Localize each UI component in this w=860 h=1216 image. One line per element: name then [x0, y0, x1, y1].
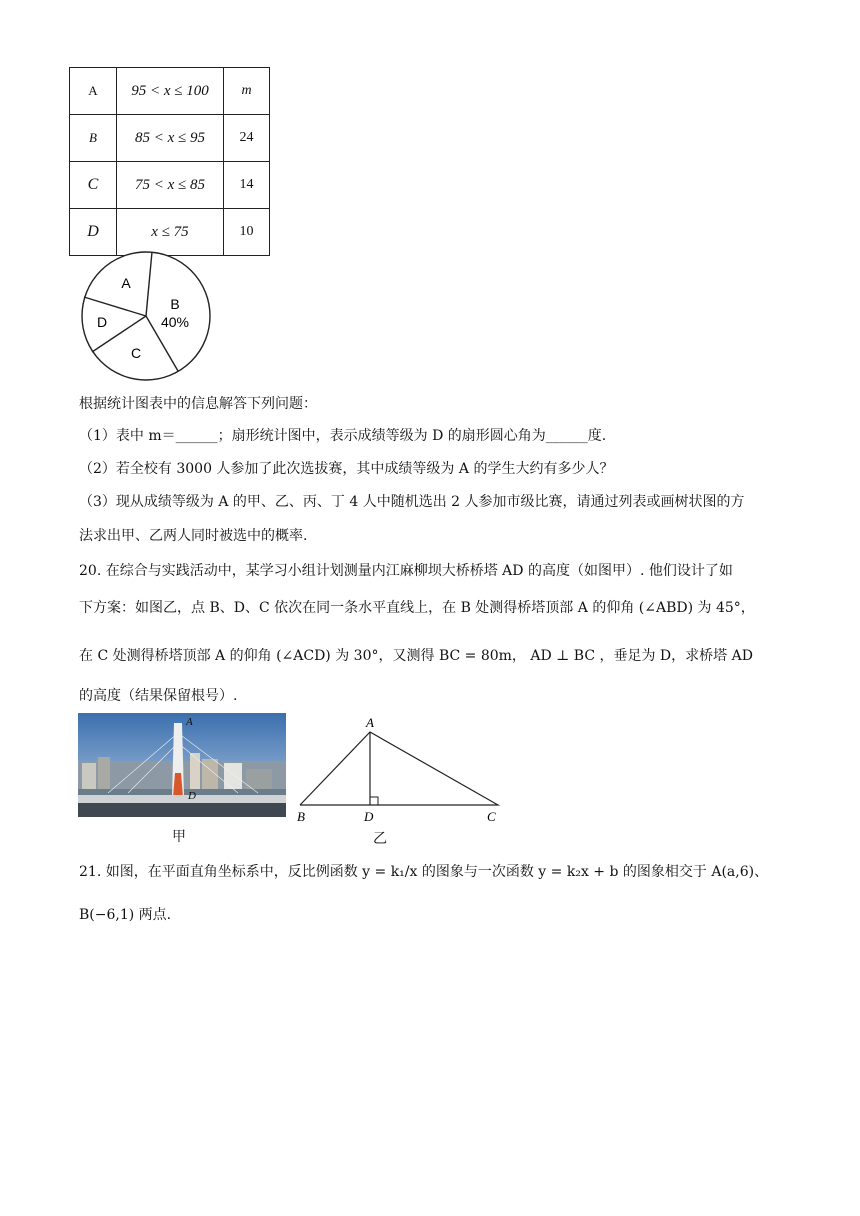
pie-label-a: A: [121, 275, 131, 291]
grade-table: [69, 67, 270, 256]
vertex-b-label: B: [297, 809, 305, 824]
caption-jia: 甲: [172, 829, 186, 845]
range-cell: 95 < x ≤ 100: [117, 68, 224, 115]
range-cell: 75 < x ≤ 85: [117, 162, 224, 209]
right-angle-mark: [370, 797, 378, 805]
q19-part1: （1）表中 m＝______；扇形统计图中，表示成绩等级为 D 的扇形圆心角为______度.: [79, 428, 607, 444]
q20-line1: 20. 在综合与实践活动中，某学习小组计划测量内江麻柳坝大桥桥塔 AD 的高度（如图甲）. 他们设计了如: [79, 563, 733, 579]
q21-line1: 21. 如图，在平面直角坐标系中，反比例函数 y = k₁/x 的图象与一次函数 y = k₂x + b 的图象相交于 A(a,6)、: [79, 864, 769, 880]
count-cell: 10: [224, 209, 270, 256]
q19-part3-cont: 法求出甲、乙两人同时被选中的概率.: [79, 528, 308, 544]
range-cell: x ≤ 75: [117, 209, 224, 256]
q20-line2: 下方案：如图乙，点 B、D、C 依次在同一条水平直线上，在 B 处测得桥塔顶部 A 的仰角 (∠ABD) 为 45°，: [79, 600, 755, 616]
q21-line2: B(−6,1) 两点.: [79, 907, 172, 923]
q19-part2: （2）若全校有 3000 人参加了此次选拔赛，其中成绩等级为 A 的学生大约有多少人？: [79, 461, 614, 477]
pie-label-c: C: [130, 345, 142, 361]
q19-intro: 根据统计图表中的信息解答下列问题：: [79, 396, 317, 412]
count-cell: 24: [224, 115, 270, 162]
q20-line3: 在 C 处测得桥塔顶部 A 的仰角 (∠ACD) 为 30°，又测得 BC = 80m， AD ⊥ BC ，垂足为 D，求桥塔 AD: [79, 648, 753, 664]
table-row: [70, 115, 270, 162]
pie-chart: [76, 250, 216, 384]
triangle-diagram: [294, 712, 506, 824]
pie-label-d: D: [96, 314, 108, 330]
vertex-c-label: C: [487, 809, 496, 824]
grade-cell: C: [70, 162, 117, 209]
vertex-d-label: D: [364, 809, 374, 824]
triangle-abc: [300, 732, 498, 805]
vertex-a-label: A: [366, 715, 374, 730]
pie-label-b-percent: 40%: [160, 314, 190, 330]
grade-cell: D: [70, 209, 117, 256]
photo-label-d: D: [188, 790, 196, 802]
count-cell: 14: [224, 162, 270, 209]
grade-cell: B: [70, 115, 117, 162]
count-cell: m: [224, 68, 270, 115]
table-row: [70, 162, 270, 209]
table-row: [70, 68, 270, 115]
range-cell: 85 < x ≤ 95: [117, 115, 224, 162]
pie-label-b: B: [170, 296, 180, 312]
q20-line4: 的高度（结果保留根号）.: [79, 688, 238, 704]
grade-cell: A: [70, 68, 117, 115]
caption-yi: 乙: [373, 831, 387, 847]
photo-label-a: A: [186, 716, 193, 728]
q19-part3: （3）现从成绩等级为 A 的甲、乙、丙、丁 4 人中随机选出 2 人参加市级比赛，请通过列表或画树状图的方: [79, 494, 745, 510]
bridge-photo: [78, 713, 286, 817]
table-row: [70, 209, 270, 256]
